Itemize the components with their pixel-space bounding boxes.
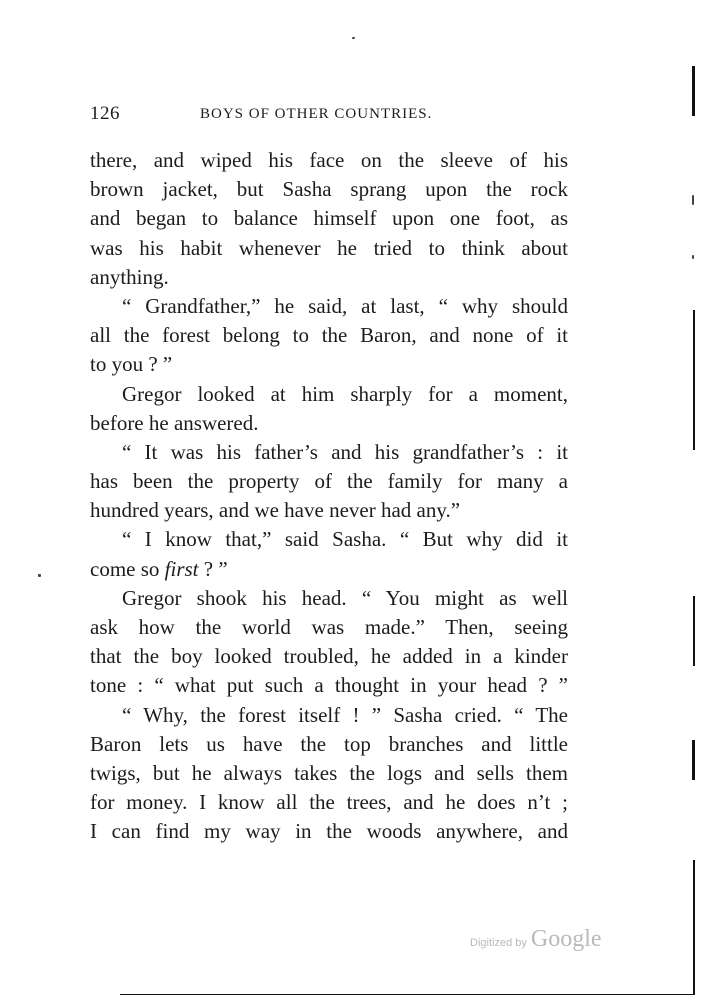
text-line: I can find my way in the woods anywhere, and: [90, 819, 568, 844]
text-line: for money. I know all the trees, and he does n’t ;: [90, 790, 568, 815]
page-header: [90, 103, 568, 127]
text-line: to you ? ”: [90, 352, 173, 377]
body-text: [90, 146, 568, 847]
page-edge-mark: [693, 596, 695, 666]
digitized-by-google-watermark: [470, 926, 610, 954]
running-title: BOYS OF OTHER COUNTRIES.: [200, 106, 433, 122]
scan-speck: [38, 574, 41, 577]
text-line: hundred years, and we have never had any.”: [90, 498, 461, 523]
page-edge-mark: [693, 310, 695, 450]
text-line: Gregor looked at him sharply for a moment,: [122, 381, 568, 406]
text-line: has been the property of the family for many a: [90, 469, 568, 494]
text-line: tone : “ what put such a thought in your head ? ”: [90, 673, 568, 698]
text-line: twigs, but he always takes the logs and sells them: [90, 760, 568, 785]
text-line: [90, 555, 568, 584]
text-fragment: come so: [90, 556, 160, 581]
page-number: 126: [90, 103, 120, 124]
text-line: “ It was his father’s and his grandfather’s : it: [122, 439, 568, 464]
text-line: was his habit whenever he tried to think about: [90, 235, 568, 260]
text-line: all the forest belong to the Baron, and none of it: [90, 323, 568, 348]
text-line: “ I know that,” said Sasha. “ But why did it: [122, 527, 568, 552]
text-line: ask how the world was made.” Then, seeing: [90, 615, 568, 639]
scan-speck: [352, 37, 355, 39]
text-line: Gregor shook his head. “ You might as well: [122, 585, 568, 610]
text-line: that the boy looked troubled, he added in a kinder: [90, 644, 568, 669]
page-edge-mark: [692, 66, 695, 116]
text-fragment: ? ”: [203, 556, 228, 581]
watermark-small-text: Digitized by: [470, 937, 527, 949]
page-edge-mark: [692, 740, 695, 780]
text-line: “ Grandfather,” he said, at last, “ why should: [122, 293, 568, 318]
page-edge-mark: [693, 860, 695, 995]
page-bottom-edge: [120, 994, 695, 995]
watermark-logo-text: Google: [530, 926, 602, 952]
emphasized-word: first: [164, 556, 199, 581]
text-line: anything.: [90, 264, 169, 289]
text-line: “ Why, the forest itself ! ” Sasha cried. “ The: [122, 702, 568, 727]
text-line: there, and wiped his face on the sleeve of his: [90, 148, 568, 172]
text-line: before he answered.: [90, 410, 259, 435]
scan-speck: [692, 255, 694, 259]
text-line: Baron lets us have the top branches and little: [90, 731, 568, 756]
scan-speck: [692, 195, 694, 205]
text-line: brown jacket, but Sasha sprang upon the rock: [90, 177, 568, 202]
text-line: and began to balance himself upon one foot, as: [90, 206, 568, 231]
